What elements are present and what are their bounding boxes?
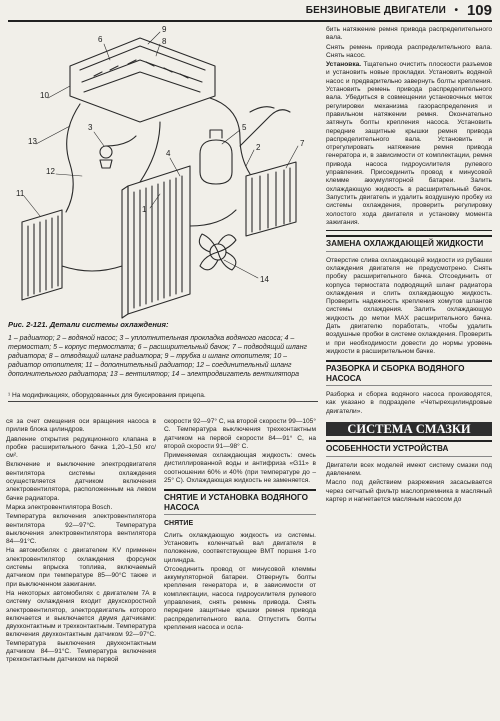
paragraph: Отверстие слива охлаждающей жидкости из рубашки охлаждения двигателя не предусмотрено. Снять пробку расширительного бачка. Отсоединить от корпуса термостата подводящий шланг радиатора охлаждения и слить охлаждающую жидкость. Проверить надежность крепления хомутов шлангов системы охлаждения. Залить охлаждающую жидкость до метки MAX расширительного бачка. Дать двигателю поработать, чтобы удалить воздушные пробки в системе охлаждения. Проверить и при необходимости довести до нормы уровень жидкости в расширительном бачке. [326, 256, 492, 355]
callout-12: 12 [46, 167, 55, 176]
fan [199, 234, 236, 270]
paragraph: Включение и выключение электродвигателя вентилятора системы охлаждения осуществляется датчиком включения электровентилятора, расположенным на левом бачке радиатора. [6, 461, 156, 502]
header-separator: • [454, 5, 458, 16]
paragraph: ся за счет смещения оси вращения насоса в прилив блока цилиндров. [6, 418, 156, 434]
paragraph: Марка электровентилятора Bosch. [6, 503, 113, 511]
paragraph: бить натяжение ремня привода распределительного вала. [326, 26, 492, 42]
callout-4: 10 [40, 91, 49, 100]
radiator [122, 166, 190, 318]
figure-footnote: ¹ На модификациях, оборудованных для буксирования прицепа. [8, 392, 318, 402]
installation-label: Установка. [326, 61, 362, 69]
paragraph: Двигатели всех моделей имеют систему смазки под давлением. [326, 461, 492, 478]
callout-8: 5 [242, 123, 247, 132]
thermostat [100, 146, 112, 168]
additional-radiator [22, 210, 62, 300]
callout-1: 9 [162, 26, 167, 34]
paragraph: На автомобилях с двигателем KV применен электровентилятор охлаждения форсунок системы впрыска топлива, включаемый датчиком при температуре 85—90°С также и при выключенном зажигании. [6, 547, 156, 588]
paragraph: Применяемая охлаждающая жидкость: смесь дистиллированной воды и антифриза «G11» в соотношении 60% и 40% (при температуре до –25° С). Охлаждающая жидкость не заменяется. [164, 452, 316, 485]
paragraph: Отсоединить провод от минусовой клеммы аккумуляторной батареи. Отвернуть болты крепления генератора и, в зависимости от комплектации, насоса гидроусилителя рулевого управления, снять ремень привода. Снять передние защитные крышки ремня привода распределительного вала. Отпустить болты крепления насоса и осла- [164, 565, 316, 631]
heater-radiator [246, 162, 296, 236]
figure-caption [8, 320, 318, 379]
paragraph: Разборка и сборка водяного насоса производятся, как указано в подразделе «Четырехцилиндровые двигатели». [326, 391, 492, 415]
expansion-tank [200, 130, 232, 184]
paragraph: Слить охлаждающую жидкость из системы. Установить коленчатый вал двигателя в положение, соответствующее ВМТ поршня 1-го цилиндра. [164, 531, 316, 564]
chapter-banner-lubrication: СИСТЕМА СМАЗКИ [326, 422, 492, 436]
callout-13: 1 [142, 205, 147, 214]
callout-14: 14 [260, 275, 269, 284]
paragraph-installation [326, 61, 492, 231]
callout-9: 2 [256, 143, 261, 152]
figure-legend: 1 – радиатор; 2 – водяной насос; 3 – уплотнительная прокладка водяного насоса; 4 – термостат; 5 – корпус термостата; 6 – расширительный бачок; 7 – подводящий шланг радиатора; 8 – отводящий шланг радиатора; 9 – трубка и шланг отопителя; 10 – радиатор отопителя; 11 – дополнительный радиатор; 12 – соединительный шланг дополнительного радиатора; 13 – вентилятор; 14 – электродвигатель вентилятора [8, 335, 307, 378]
callout-5: 13 [28, 137, 37, 146]
paragraph: Масло под действием разрежения засасывается через сетчатый фильтр маслоприемника в масляный картер и нагнетается масляным насосом до [326, 479, 492, 504]
paragraph: На некоторых автомобилях с двигателем 7A в систему охлаждения входит двухскоростной электровентилятор, электродвигатель которого включается и выключается двумя датчиками: двухконтактным и трехконтактным. Температура включения двухконтактным датчиком 92—97°С. Температура выключения двухконтактным датчиком 84—91°С. Температура включения трехконтактным датчиком на первой [6, 589, 156, 664]
callout-3: 6 [98, 35, 103, 44]
subheading-removal: СНЯТИЕ [164, 520, 194, 528]
paragraph: Температура включения электровентилятора вентилятора 92—97°С. Температура выключения электровентилятора вентилятора 84—91°С. [6, 513, 156, 546]
text-column-left [6, 418, 156, 666]
callout-2: 8 [162, 37, 167, 46]
text-column-middle [164, 418, 316, 633]
text-column-right [326, 26, 492, 505]
callout-7: 4 [166, 149, 171, 158]
page-number: 109 [466, 2, 492, 19]
section-heading-coolant: ЗАМЕНА ОХЛАЖДАЮЩЕЙ ЖИДКОСТИ [326, 235, 492, 252]
page-header [8, 4, 492, 22]
section-heading-pump-disassembly: РАЗБОРКА И СБОРКА ВОДЯНОГО НАСОСА [326, 360, 492, 386]
callout-11: 3 [88, 123, 93, 132]
section-heading-design-features: ОСОБЕННОСТИ УСТРОЙСТВА [326, 440, 492, 457]
section-title: БЕНЗИНОВЫЕ ДВИГАТЕЛИ [305, 5, 446, 16]
engine-block [70, 38, 215, 122]
callout-10: 7 [300, 139, 305, 148]
section-heading-water-pump: СНЯТИЕ И УСТАНОВКА ВОДЯНОГО НАСОСА [164, 489, 316, 515]
installation-text: Тщательно очистить плоскости разъемов и установить новые прокладки. Установить водяной насос и предварительно завернуть болты крепления. Установить ремень привода распределительного вала. Убедиться в совмещении установочных меток регулировки механизма газораспределения и правильном натяжении ремня. Окончательно затянуть болты крепления насоса. Установить передние защитные крышки ремня привода распределительного вала. Установить и отрегулировать натяжение ремня привода генератора и, в зависимости от комплектации, ремня привода насоса гидроусилителя рулевого управления. Присоединить провод к минусовой клемме аккумуляторной батареи. Залить охлаждающую жидкость в расширительный бачок. Запустить двигатель и удалить воздушную пробку из системы охлаждения, проверить регулировку холостого хода двигателя и установку момента зажигания. [326, 61, 492, 226]
paragraph: Давление открытия редукционного клапана в пробке расширительного бачка 1,20–1,50 кгс/см². [6, 435, 156, 460]
paragraph: Снять ремень привода распределительного вала. Снять насос. [326, 43, 492, 59]
callout-6: 11 [16, 189, 25, 198]
figure-title: Рис. 2-121. Детали системы охлаждения: [8, 320, 169, 329]
cooling-system-diagram [10, 26, 320, 322]
paragraph: скорости 92—97° С, на второй скорости 99—105° С. Температура выключения трехконтактным датчиком на первой скорости 84—91° С, на второй скорости 91—98° С. [164, 418, 316, 450]
